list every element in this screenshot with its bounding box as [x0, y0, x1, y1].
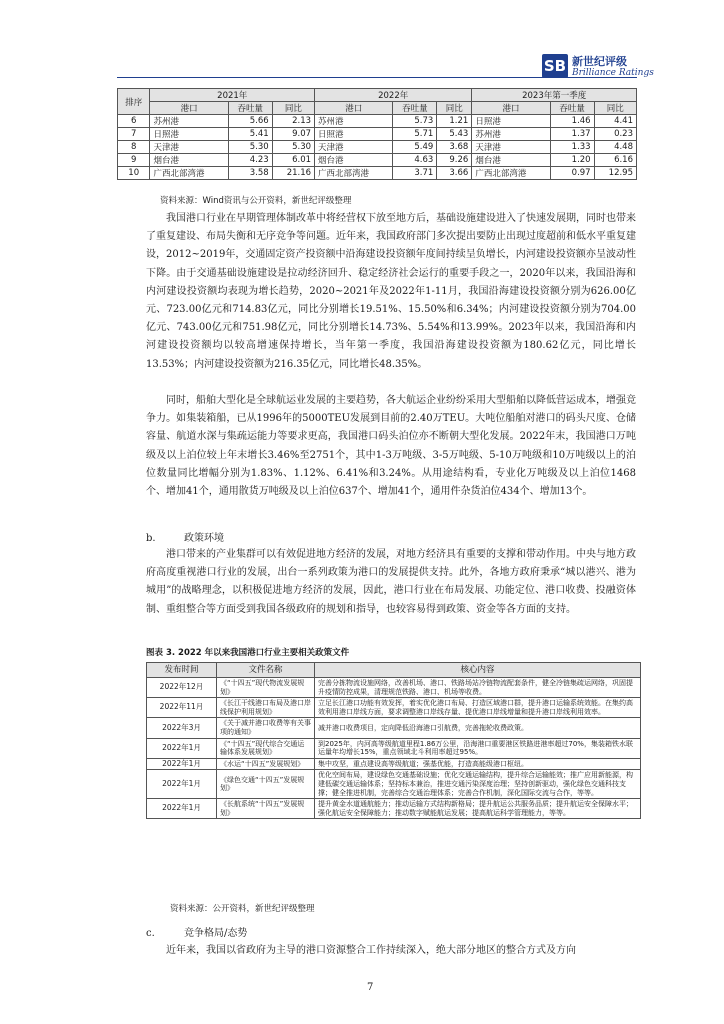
table-row [147, 758, 641, 770]
yoy-cell: 21.16 [272, 167, 314, 180]
figure-title: 图表 3. 2022 年以来我国港口行业主要相关政策文件 [146, 648, 350, 658]
section-heading-policy [146, 529, 224, 544]
table-row [147, 770, 641, 799]
throughput-cell: 3.71 [393, 167, 437, 180]
policy-document-name: 《水运“十四五”发展规划》 [217, 758, 315, 770]
throughput-cell: 5.49 [393, 141, 437, 154]
yoy-cell: 2.13 [272, 115, 314, 128]
yoy-cell: 9.07 [272, 128, 314, 141]
throughput-cell: 3.58 [228, 167, 272, 180]
paragraph-infrastructure-investment: 我国港口行业在早期管理体制改革中将经营权下放至地方后，基础设施建设进入了快速发展期，同时也带来了重复建设、布局失衡和无序竞争等问题。近年来，我国政府部门多次提出要防止出现过度超前和低水平重复建设，2012~2019年，交通固定资产投资额中沿海建设投资额年度间持续呈负增长，内河建设投资额亦呈波动性下降。由于交通基础设施建设是拉动经济回升、稳定经济社会运行的重要手段之一，2020年以来，我国沿海和内河建设投资额均表现为增长趋势，2020~2021年及2022年1-11月，我国沿海建设投资额分别为626.00亿元、723.00亿元和714.83亿元，同比分别增长19.51%、15.50%和6.34%；内河建设投资额分别为704.00亿元、743.00亿元和751.98亿元，同比分别增长14.73%、5.54%和13.99%。2023年以来，我国沿海和内河建设投资额均以较高增速保持增长，当年第一季度，我国沿海建设投资额为180.62亿元，同比增长13.53%；内河建设投资额为216.35亿元，同比增长48.35%。 [146, 213, 636, 370]
column-header: 同比 [272, 102, 314, 115]
year-header: 2023年第一季度 [472, 89, 637, 102]
table-row [118, 154, 637, 167]
policy-date: 2022年1月 [147, 738, 217, 758]
port-cell: 苏州港 [150, 115, 228, 128]
section-marker: b. [146, 533, 156, 544]
policy-core-content: 优化空间布局，建设绿色交通基础设施；优化交通运输结构，提升综合运输能效；推广应用新能源，构建低碳交通运输体系；坚持标本兼治，推进交通污染深度治理；坚持创新驱动，强化绿色交通科技支撑；健全推进机制，完善综合交通治理体系；完善合作机制，深化国际交流与合作，等等。 [315, 770, 641, 799]
paragraph-competition: 近年来，我国以省政府为主导的港口资源整合工作持续深入，绝大部分地区的整合方式及方向 [166, 945, 576, 956]
port-cell: 广西北部湾港 [150, 167, 228, 180]
policy-document-name: 《关于减并港口收费等有关事项的通知》 [217, 718, 315, 738]
port-cell: 烟台港 [472, 154, 550, 167]
yoy-cell: 6.01 [272, 154, 314, 167]
policy-date: 2022年1月 [147, 758, 217, 770]
yoy-cell: 9.26 [437, 154, 472, 167]
throughput-cell: 5.73 [393, 115, 437, 128]
section-title: 政策环境 [184, 533, 224, 544]
port-cell: 苏州港 [472, 128, 550, 141]
port-cell: 广西北部湾港 [315, 167, 393, 180]
policy-document-name: 《长江干线港口布局及港口岸线保护利用规划》 [217, 698, 315, 718]
table-row [147, 799, 641, 819]
throughput-cell: 4.63 [393, 154, 437, 167]
port-throughput-table [117, 88, 637, 180]
column-header: 同比 [437, 102, 472, 115]
table-row [147, 698, 641, 718]
yoy-cell: 1.21 [437, 115, 472, 128]
port-cell: 日照港 [315, 128, 393, 141]
port-cell: 苏州港 [315, 115, 393, 128]
rank-header: 排序 [118, 89, 150, 115]
year-header: 2021年 [150, 89, 315, 102]
table-column-header-row [118, 102, 637, 115]
policy-core-content: 减并港口收费项目，定向降低沿海港口引航费，完善拖轮收费政策。 [315, 718, 641, 738]
yoy-cell: 5.43 [437, 128, 472, 141]
throughput-cell: 5.30 [228, 141, 272, 154]
rank-cell: 6 [118, 115, 150, 128]
port-cell: 烟台港 [150, 154, 228, 167]
table-year-header-row [118, 89, 637, 102]
column-header: 吞吐量 [228, 102, 272, 115]
rank-cell: 9 [118, 154, 150, 167]
policy-document-name: 《“十四五”现代物流发展规划》 [217, 678, 315, 698]
header-divider [117, 77, 637, 78]
yoy-cell: 12.95 [594, 167, 636, 180]
rank-cell: 8 [118, 141, 150, 154]
policy-date: 2022年11月 [147, 698, 217, 718]
policy-core-content: 提升黄金水道通航能力；推动运输方式结构新格局；提升航运公共服务品质；提升航运安全保障水平；强化航运安全保障能力；推动数字赋能航运发展；提高航运科学管理能力，等等。 [315, 799, 641, 819]
logo-english-name: Brilliance Ratings [572, 68, 654, 78]
column-header: 吞吐量 [393, 102, 437, 115]
table-row [147, 678, 641, 698]
logo-mark: SB [542, 54, 568, 78]
section-heading-competition [146, 924, 247, 939]
throughput-cell: 1.37 [550, 128, 594, 141]
section-title: 竞争格局/态势 [184, 928, 248, 939]
throughput-cell: 1.33 [550, 141, 594, 154]
column-header: 港口 [150, 102, 228, 115]
yoy-cell: 4.48 [594, 141, 636, 154]
yoy-cell: 5.30 [272, 141, 314, 154]
page-number: 7 [367, 982, 374, 993]
table-source-note: 资料来源：Wind资讯与公开资料，新世纪评级整理 [160, 196, 352, 206]
column-header: 文件名称 [217, 663, 315, 678]
policy-core-content: 集中攻坚，重点建设高等级航道；强基优能，打造高能级港口枢纽。 [315, 758, 641, 770]
policy-document-name: 《绿色交通“十四五”发展规划》 [217, 770, 315, 799]
column-header: 核心内容 [315, 663, 641, 678]
rank-cell: 7 [118, 128, 150, 141]
throughput-cell: 5.41 [228, 128, 272, 141]
year-header: 2022年 [315, 89, 472, 102]
port-cell: 天津港 [315, 141, 393, 154]
table-row [118, 141, 637, 154]
policy-core-content: 到2025年，内河高等级航道里程1.86万公里，沿海港口重要港区铁路进港率超过70%，集装箱铁水联运量年均增长15%，重点领域北斗利用率超过95%。 [315, 738, 641, 758]
port-cell: 日照港 [472, 115, 550, 128]
table-row [118, 167, 637, 180]
policy-date: 2022年12月 [147, 678, 217, 698]
paragraph-ship-enlargement: 同时，船舶大型化是全球航运业发展的主要趋势，各大航运企业纷纷采用大型船舶以降低营运成本，增强竞争力。如集装箱船，已从1996年的5000TEU发展到目前的2.40万TEU。大吨位船舶对港口的码头尺度、仓储容量、航道水深与集疏运能力等要求更高，我国港口码头泊位亦不断朝大型化发展。2022年末，我国港口万吨级及以上泊位较上年末增长3.46%至2751个，其中1-3万吨级、3-5万吨级、5-10万吨级和10万吨级以上的泊位数量同比增幅分别为1.83%、1.12%、6.41%和3.24%。从用途结构看，专业化万吨级及以上泊位1468个、增加41个，通用散货万吨级及以上泊位637个、增加41个，通用件杂货泊位434个、增加13个。 [146, 395, 636, 498]
column-header: 港口 [315, 102, 393, 115]
policy-document-name: 《长航系统“十四五”发展规划》 [217, 799, 315, 819]
port-cell: 天津港 [472, 141, 550, 154]
rank-cell: 10 [118, 167, 150, 180]
throughput-cell: 1.46 [550, 115, 594, 128]
throughput-cell: 5.71 [393, 128, 437, 141]
column-header: 港口 [472, 102, 550, 115]
throughput-cell: 4.23 [228, 154, 272, 167]
policy-source-note: 资料来源：公开资料，新世纪评级整理 [170, 904, 315, 914]
throughput-cell: 5.66 [228, 115, 272, 128]
yoy-cell: 3.66 [437, 167, 472, 180]
paragraph-policy-environment: 港口带来的产业集群可以有效促进地方经济的发展，对地方经济具有重要的支撑和带动作用。中央与地方政府高度重视港口行业的发展，出台一系列政策为港口的发展提供支持。此外，各地方政府秉承“城以港兴、港为城用”的战略理念，以积极促进地方经济的发展，因此，港口行业在布局发展、功能定位、港口收费、投融资体制、重组整合等方面受到我国各级政府的规划和指导，也较容易得到政策、资金等各方面的支持。 [146, 549, 636, 615]
policy-document-name: 《“十四五”现代综合交通运输体系发展规划》 [217, 738, 315, 758]
policy-table [146, 662, 641, 819]
table-row [147, 738, 641, 758]
yoy-cell: 0.23 [594, 128, 636, 141]
table-row [118, 115, 637, 128]
port-cell: 烟台港 [315, 154, 393, 167]
policy-header-row [147, 663, 641, 678]
column-header: 发布时间 [147, 663, 217, 678]
table-row [118, 128, 637, 141]
policy-date: 2022年1月 [147, 770, 217, 799]
logo-chinese-name: 新世纪评级 [572, 55, 627, 68]
table-row [147, 718, 641, 738]
yoy-cell: 4.41 [594, 115, 636, 128]
column-header: 吞吐量 [550, 102, 594, 115]
section-marker: c. [146, 928, 155, 939]
column-header: 同比 [594, 102, 636, 115]
policy-core-content: 完善分拣物流设施网络，改善机场、港口、铁路场站冷链物流配套条件，健全冷链集疏运网络，巩固提升疫情防控成果，清理规范铁路、港口、机场等收费。 [315, 678, 641, 698]
company-logo [542, 50, 662, 84]
policy-date: 2022年1月 [147, 799, 217, 819]
policy-core-content: 立足长江港口功能有效发挥，着实优化港口布局、打造区域港口群，提升港口运输系统效能。在集约高效利用港口岸线方面，要求调整港口岸线存量、提优港口岸线增量和提升港口岸线利用效率。 [315, 698, 641, 718]
port-cell: 广西北部湾港 [472, 167, 550, 180]
throughput-cell: 0.97 [550, 167, 594, 180]
yoy-cell: 3.68 [437, 141, 472, 154]
port-cell: 日照港 [150, 128, 228, 141]
port-cell: 天津港 [150, 141, 228, 154]
yoy-cell: 6.16 [594, 154, 636, 167]
throughput-cell: 1.20 [550, 154, 594, 167]
policy-date: 2022年3月 [147, 718, 217, 738]
